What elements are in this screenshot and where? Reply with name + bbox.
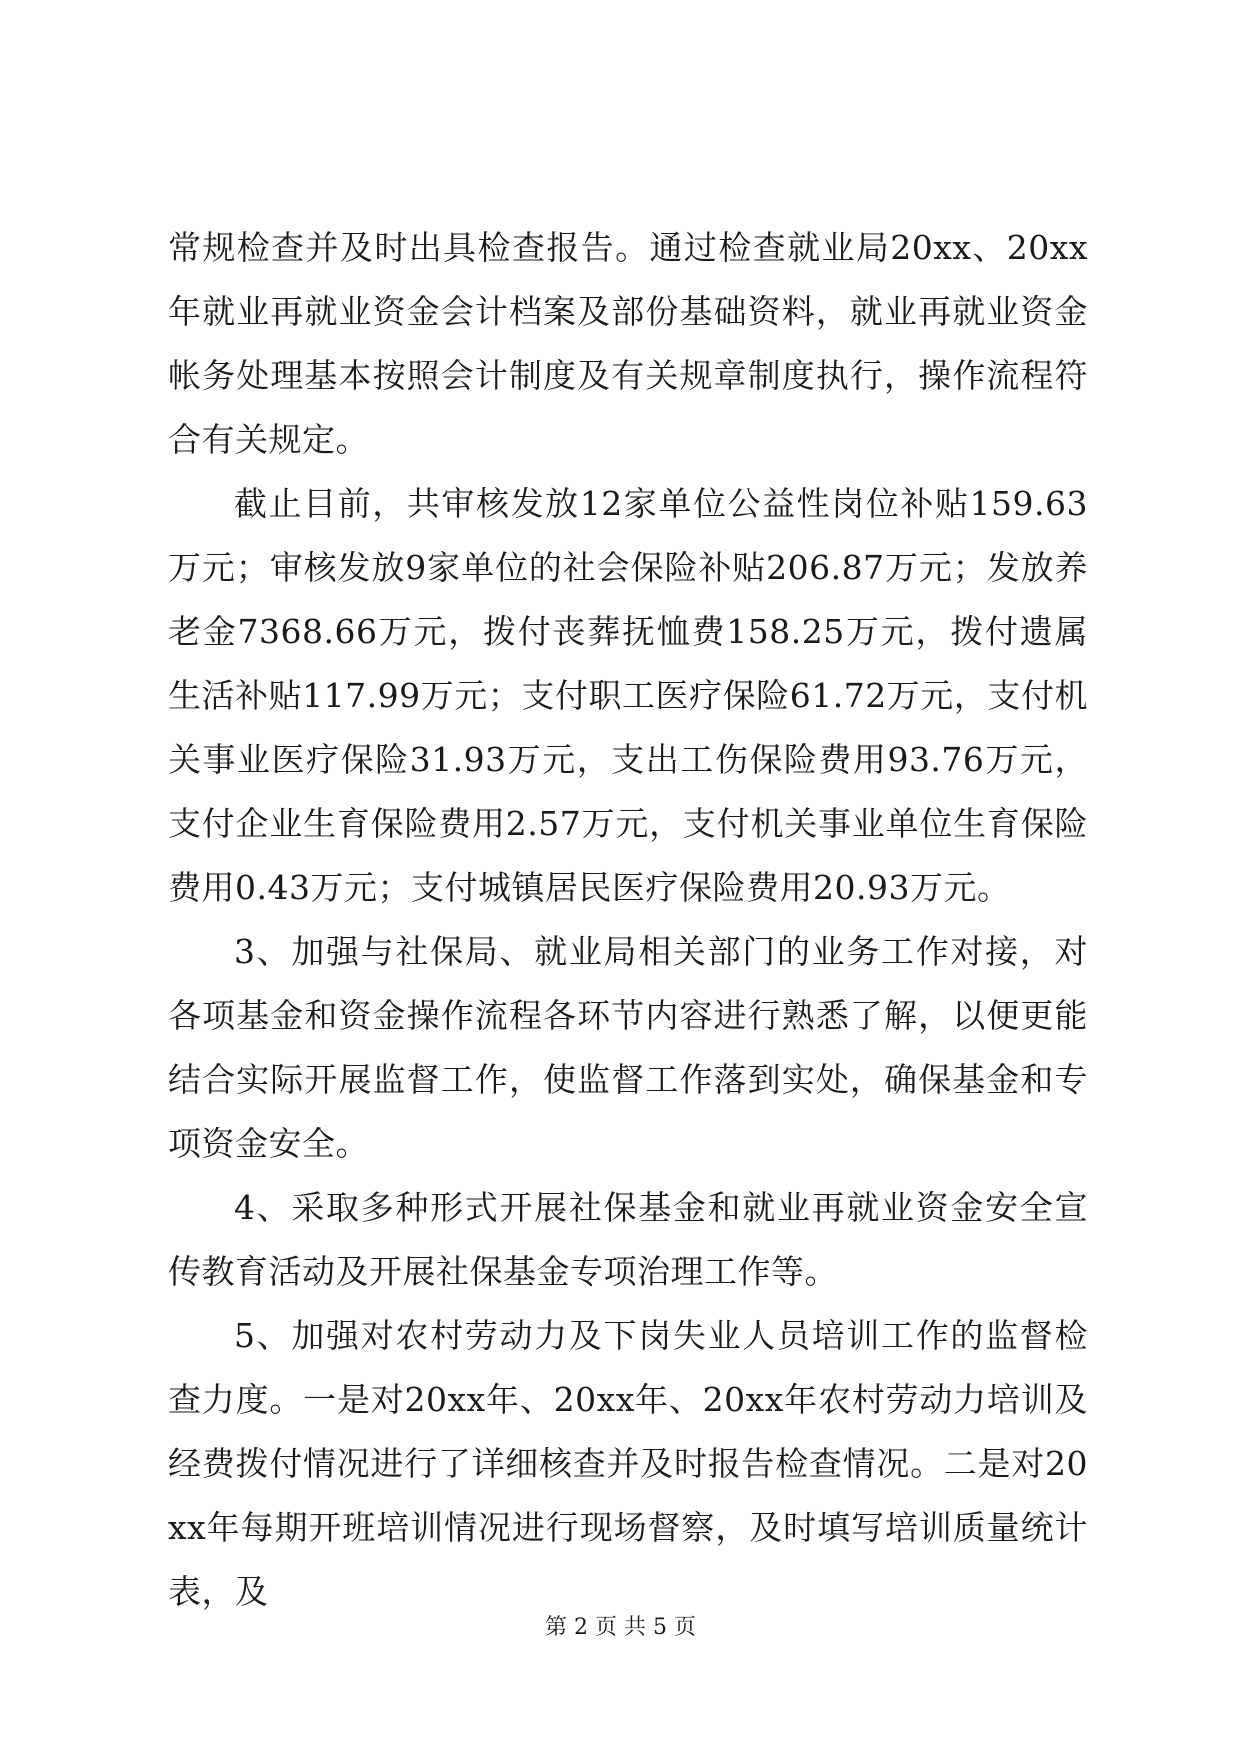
paragraph-item-4: 4、采取多种形式开展社保基金和就业再就业资金安全宣传教育活动及开展社保基金专项治理工作等。 — [168, 1188, 1088, 1291]
page-number-footer: 第 2 页 共 5 页 — [545, 1615, 696, 1640]
document-body — [168, 216, 1088, 1624]
paragraph-continuation: 常规检查并及时出具检查报告。通过检查就业局20xx、20xx年就业再就业资金会计档案及部份基础资料，就业再就业资金帐务处理基本按照会计制度及有关规章制度执行，操作流程符合有关规定。 — [168, 228, 1088, 459]
paragraph-item-5: 5、加强对农村劳动力及下岗失业人员培训工作的监督检查力度。一是对20xx年、20xx年、20xx年农村劳动力培训及经费拨付情况进行了详细核查并及时报告检查情况。二是对20xx年每期开班培训情况进行现场督察，及时填写培训质量统计表，及 — [168, 1316, 1088, 1611]
paragraph-subsidy-summary: 截止目前，共审核发放12家单位公益性岗位补贴159.63万元；审核发放9家单位的社会保险补贴206.87万元；发放养老金7368.66万元，拨付丧葬抚恤费158.25万元，拨付遗属生活补贴117.99万元；支付职工医疗保险61.72万元，支付机关事业医疗保险31.93万元，支出工伤保险费用93.76万元，支付企业生育保险费用2.57万元，支付机关事业单位生育保险费用0.43万元；支付城镇居民医疗保险费用20.93万元。 — [168, 484, 1088, 907]
paragraph-item-3: 3、加强与社保局、就业局相关部门的业务工作对接，对各项基金和资金操作流程各环节内容进行熟悉了解，以便更能结合实际开展监督工作，使监督工作落到实处，确保基金和专项资金安全。 — [168, 932, 1088, 1163]
